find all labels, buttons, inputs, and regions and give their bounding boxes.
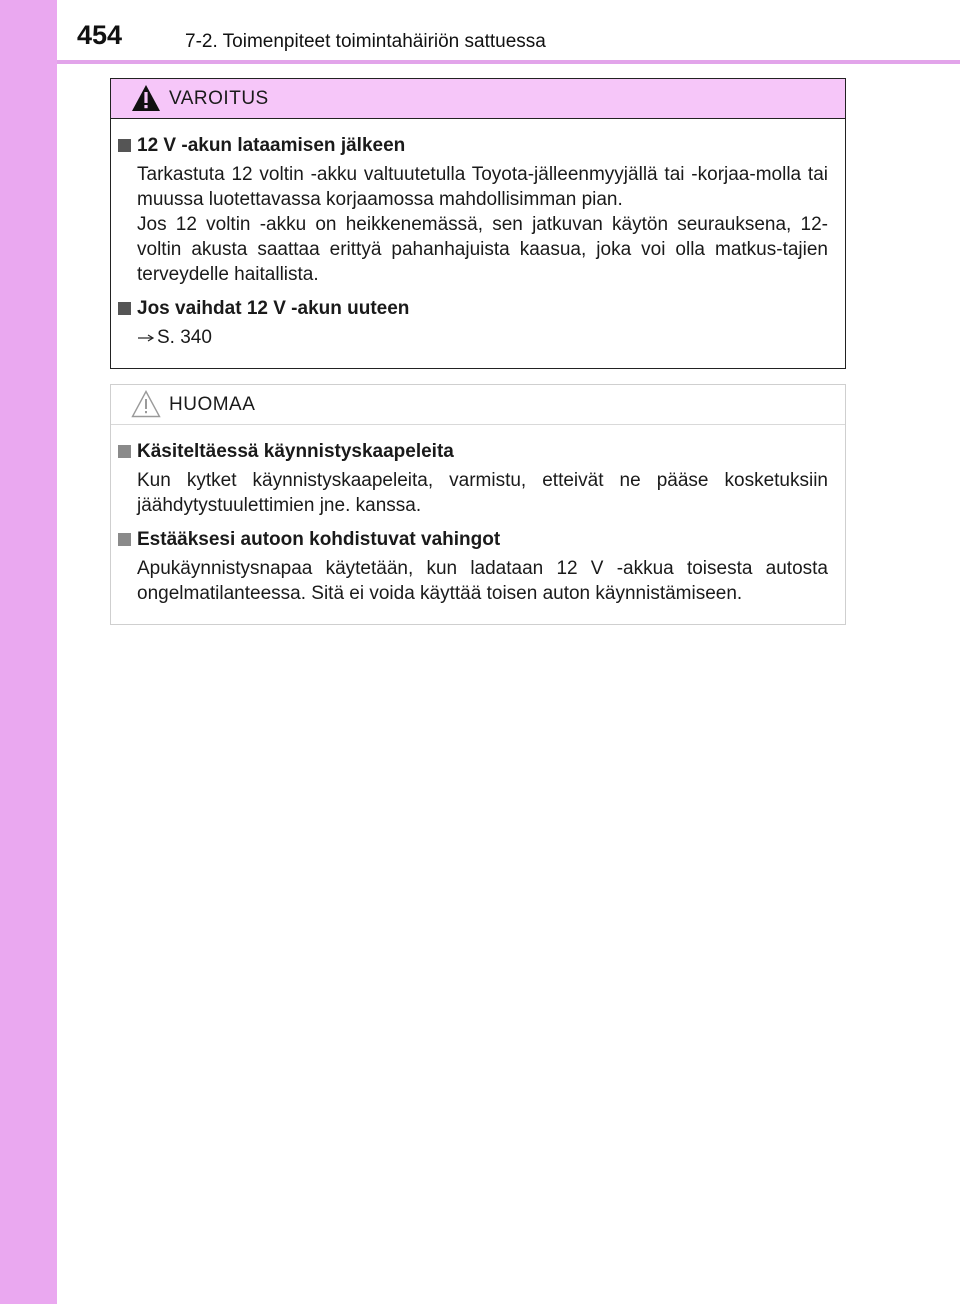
page-number: 454 — [77, 20, 123, 50]
notice-box-header — [111, 385, 845, 425]
warning-item-title-text: Jos vaihdat 12 V -akun uuteen — [137, 298, 410, 319]
warning-item-title-text: 12 V -akun lataamisen jälkeen — [137, 135, 406, 156]
notice-item-title — [115, 527, 828, 553]
notice-item-title-text: Estääksesi autoon kohdistuvat vahingot — [137, 529, 501, 550]
warning-item-text — [115, 325, 828, 350]
notice-item — [115, 439, 828, 518]
warning-label: VAROITUS — [169, 88, 269, 109]
notice-item — [115, 527, 828, 606]
notice-item-text — [115, 468, 828, 518]
notice-item-text — [115, 556, 828, 606]
paragraph: Jos 12 voltin -akku on heikkenemässä, sen jatkuvan käytön seurauksena, 12-voltin akusta saattaa erittyä pahanhajuista kaasua, joka voi olla matkus-tajien terveydelle haitallista. — [137, 214, 828, 285]
warning-triangle-icon — [131, 84, 161, 112]
square-bullet-icon — [118, 445, 131, 458]
notice-label: HUOMAA — [169, 394, 256, 415]
chapter-title: 7-2. Toimenpiteet toimintahäiriön sattuessa — [185, 31, 546, 52]
warning-item — [115, 296, 828, 350]
chapter-side-strip — [0, 0, 57, 1304]
notice-item-title-text: Käsiteltäessä käynnistyskaapeleita — [137, 441, 454, 462]
warning-box — [110, 78, 846, 369]
square-bullet-icon — [118, 302, 131, 315]
paragraph: Apukäynnistysnapaa käytetään, kun ladataan 12 V -akkua toisesta autosta ongelmatilanteessa. Sitä ei voida käyttää toisen auton käynnistämiseen. — [137, 558, 828, 604]
warning-box-body — [111, 119, 845, 350]
warning-item — [115, 133, 828, 287]
notice-item-title — [115, 439, 828, 465]
notice-box-body — [111, 425, 845, 606]
warning-box-header — [111, 79, 845, 119]
warning-item-text — [115, 162, 828, 287]
page-reference-link[interactable]: S. 340 — [157, 327, 212, 348]
notice-box — [110, 384, 846, 625]
square-bullet-icon — [118, 139, 131, 152]
page-header — [57, 0, 960, 62]
paragraph: Kun kytket käynnistyskaapeleita, varmistu, etteivät ne pääse kosketuksiin jäähdytystuulettimien jne. kanssa. — [137, 470, 828, 516]
paragraph: Tarkastuta 12 voltin -akku valtuutetulla Toyota-jälleenmyyjällä tai -korjaa-molla tai muussa luotettavassa korjaamossa mahdollisimman pian. — [137, 164, 828, 210]
square-bullet-icon — [118, 533, 131, 546]
arrow-right-icon — [137, 325, 157, 350]
warning-item-title — [115, 133, 828, 159]
caution-triangle-icon — [131, 390, 161, 418]
header-rule — [57, 60, 960, 64]
warning-item-title — [115, 296, 828, 322]
